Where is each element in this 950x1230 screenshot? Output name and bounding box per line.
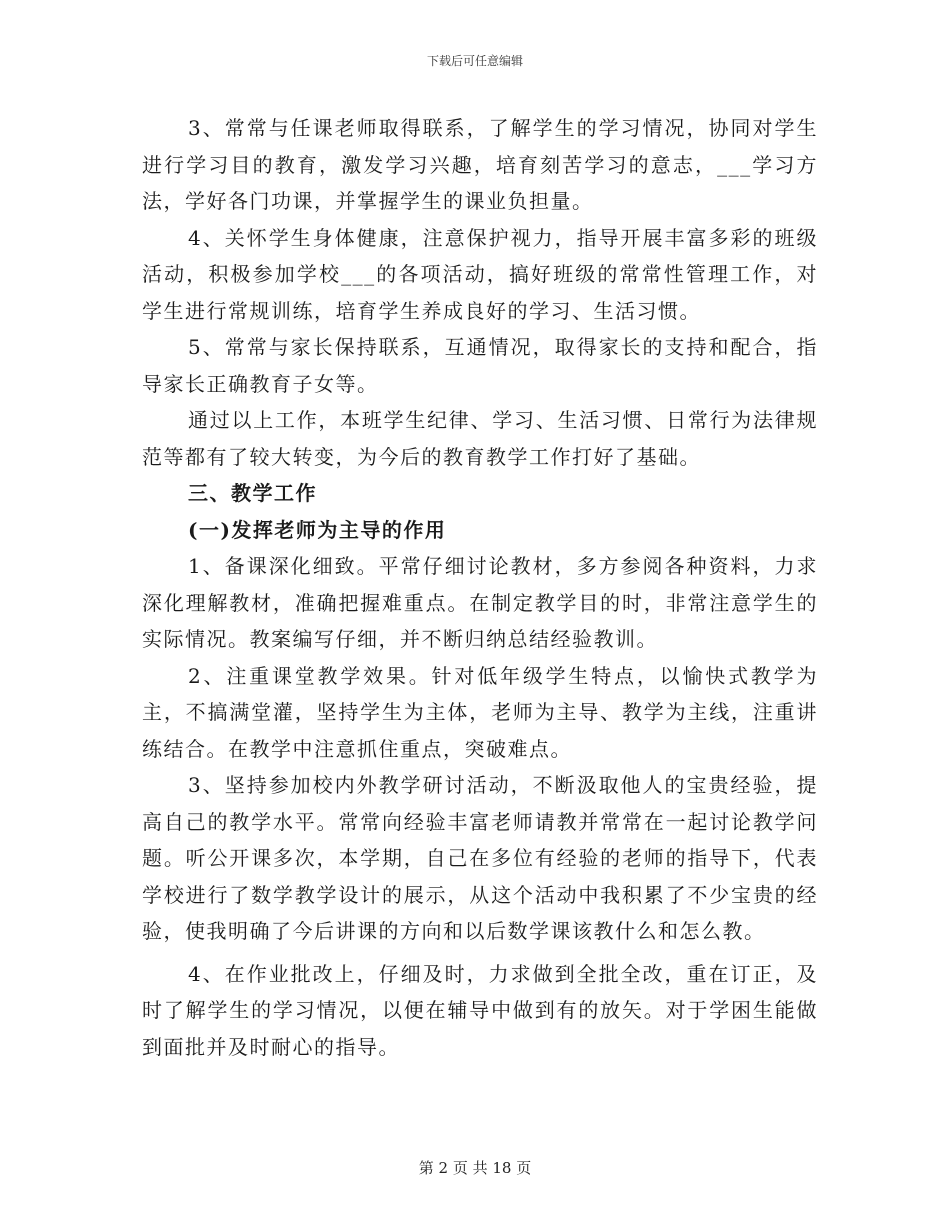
paragraph-summary: 通过以上工作，本班学生纪律、学习、生活习惯、日常行为法律规范等都有了较大转变，为今后的教育教学工作打好了基础。 [142,408,818,469]
sub-heading: (一)发挥老师为主导的作用 [188,517,447,542]
page-header: 下载后可任意编辑 [426,54,523,68]
paragraph-teaching-2: 2、注重课堂教学效果。针对低年级学生特点，以愉快式教学为主，不搞满堂灌，坚持学生为主体，老师为主导、教学为主线，注重讲练结合。在教学中注意抓住重点，突破难点。 [142,663,818,761]
paragraph-teaching-1: 1、备课深化细致。平常仔细讨论教材，多方参阅各种资料，力求深化理解教材，准确把握难重点。在制定教学目的时，非常注意学生的实际情况。教案编写仔细，并不断归纳总结经验教训。 [142,554,818,651]
paragraph-item-4: 4、关怀学生身体健康，注意保护视力，指导开展丰富多彩的班级活动，积极参加学校___的各项活动，搞好班级的常常性管理工作，对学生进行常规训练，培育学生养成良好的学习、生活习惯。 [142,225,818,323]
paragraph-teaching-3: 3、坚持参加校内外教学研讨活动，不断汲取他人的宝贵经验，提高自己的教学水平。常常向经验丰富老师请教并常常在一起讨论教学问题。听公开课多次，本学期，自己在多位有经验的老师的指导下，代表学校进行了数学教学设计的展示，从这个活动中我积累了不少宝贵的经验，使我明确了今后讲课的方向和以后数学课该教什么和怎么教。 [142,773,818,943]
section-heading: 三、教学工作 [188,481,317,505]
paragraph-teaching-4: 4、在作业批改上，仔细及时，力求做到全批全改，重在订正，及时了解学生的学习情况，以便在辅导中做到有的放矢。对于学困生能做到面批并及时耐心的指导。 [142,961,818,1059]
document-body [142,110,818,1065]
paragraph-item-3: 3、常常与任课老师取得联系，了解学生的学习情况，协同对学生进行学习目的教育，激发学习兴趣，培育刻苦学习的意志，___学习方法，学好各门功课，并掌握学生的课业负担量。 [142,116,818,213]
paragraph-item-5: 5、常常与家长保持联系，互通情况，取得家长的支持和配合，指导家长正确教育子女等。 [142,335,818,396]
page-footer: 第 2 页 共 18 页 [418,1159,532,1177]
